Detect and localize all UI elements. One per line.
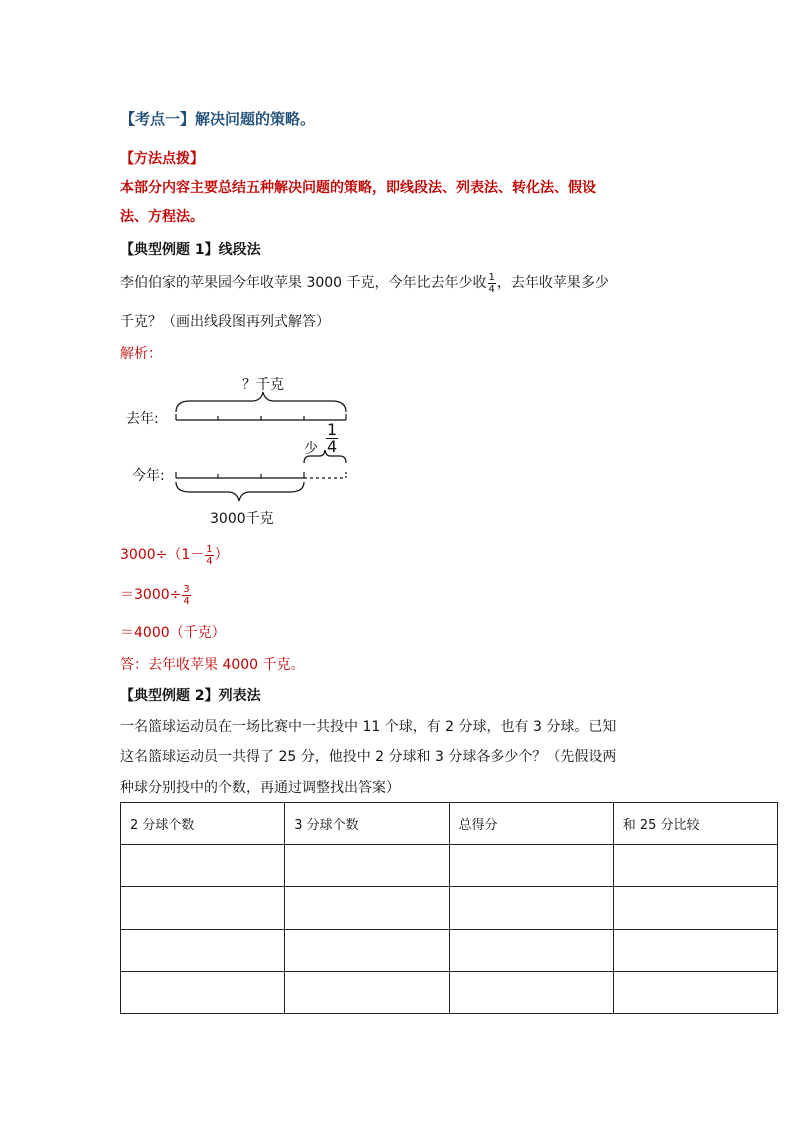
method-heading: 【方法点拨】 [120, 151, 204, 167]
line-segment-diagram [120, 368, 360, 533]
solution-line1-text-b: ） [214, 547, 229, 563]
method-text-line2: 法、方程法。 [120, 209, 204, 225]
less-fraction [326, 422, 338, 456]
table-cell[interactable] [121, 929, 285, 971]
table-cell[interactable] [121, 845, 285, 887]
table-cell[interactable] [285, 971, 449, 1013]
example1-heading: 【典型例题 1】线段法 [120, 242, 261, 258]
table-cell[interactable] [613, 887, 777, 929]
table-header-row [121, 803, 778, 845]
example1-problem-line1 [120, 268, 609, 298]
fraction-numerator: 1 [488, 271, 495, 283]
analysis-label: 解析： [120, 346, 162, 362]
table-row [121, 971, 778, 1013]
fraction-numerator: 3 [183, 583, 190, 595]
last-year-label: 去年: [126, 411, 159, 427]
example1-problem-text-a: 李伯伯家的苹果园今年收苹果 3000 千克，今年比去年少收 [120, 275, 487, 291]
table-cell[interactable] [613, 929, 777, 971]
less-fraction-denominator: 4 [327, 437, 338, 456]
solution-line1-text-a: 3000÷（1－ [120, 547, 205, 563]
section-title: 【考点一】解决问题的策略。 [120, 110, 316, 128]
table-cell[interactable] [449, 929, 613, 971]
table-header-cell: 总得分 [449, 803, 613, 845]
answer-table [120, 802, 778, 1014]
table-cell[interactable] [285, 929, 449, 971]
example2-problem-line1: 一名篮球运动员在一场比赛中一共投中 11 个球，有 2 分球，也有 3 分球。已知 [120, 719, 617, 735]
table-header-cell: 和 25 分比较 [613, 803, 777, 845]
table-header-cell: 2 分球个数 [121, 803, 285, 845]
table-cell[interactable] [449, 887, 613, 929]
fraction-numerator: 1 [206, 543, 213, 555]
table-cell[interactable] [613, 845, 777, 887]
example1-answer: 答：去年收苹果 4000 千克。 [120, 657, 305, 673]
less-label: 少 [304, 441, 318, 457]
example2-heading: 【典型例题 2】列表法 [120, 688, 261, 704]
table-cell[interactable] [449, 845, 613, 887]
table-cell[interactable] [121, 887, 285, 929]
table-row [121, 845, 778, 887]
table-cell[interactable] [121, 971, 285, 1013]
fraction-denominator: 4 [488, 283, 495, 295]
this-year-brace [176, 482, 304, 501]
solution-line2-text: ＝3000÷ [120, 587, 182, 603]
this-year-amount-label: 3000千克 [210, 511, 274, 527]
method-text-line1: 本部分内容主要总结五种解决问题的策略，即线段法、列表法、转化法、假设 [120, 180, 596, 196]
table-row [121, 887, 778, 929]
example2-problem-line2: 这名篮球运动员一共得了 25 分，他投中 2 分球和 3 分球各多少个？（先假设两 [120, 749, 617, 765]
example1-problem-line2: 千克？（画出线段图再列式解答） [120, 314, 330, 330]
example2-problem-line3: 种球分别投中的个数，再通过调整找出答案） [120, 780, 400, 796]
solution-line1 [120, 540, 229, 570]
solution-line1-fraction [205, 544, 213, 567]
table-cell[interactable] [449, 971, 613, 1013]
fraction-denominator: 4 [183, 595, 190, 607]
table-row [121, 929, 778, 971]
unknown-amount-label: ？千克 [242, 377, 284, 393]
this-year-label: 今年: [132, 468, 165, 484]
solution-line3: ＝4000（千克） [120, 625, 226, 641]
last-year-brace [176, 392, 346, 412]
table-cell[interactable] [285, 887, 449, 929]
table-header-cell: 3 分球个数 [285, 803, 449, 845]
fraction-denominator: 4 [206, 555, 213, 567]
solution-line2 [120, 580, 192, 610]
example1-problem-text-b: ，去年收苹果多少 [496, 275, 609, 291]
table-cell[interactable] [285, 845, 449, 887]
solution-line2-fraction [182, 584, 190, 607]
table-cell[interactable] [613, 971, 777, 1013]
example1-fraction [488, 272, 496, 295]
less-fraction-numerator: 1 [327, 420, 338, 439]
